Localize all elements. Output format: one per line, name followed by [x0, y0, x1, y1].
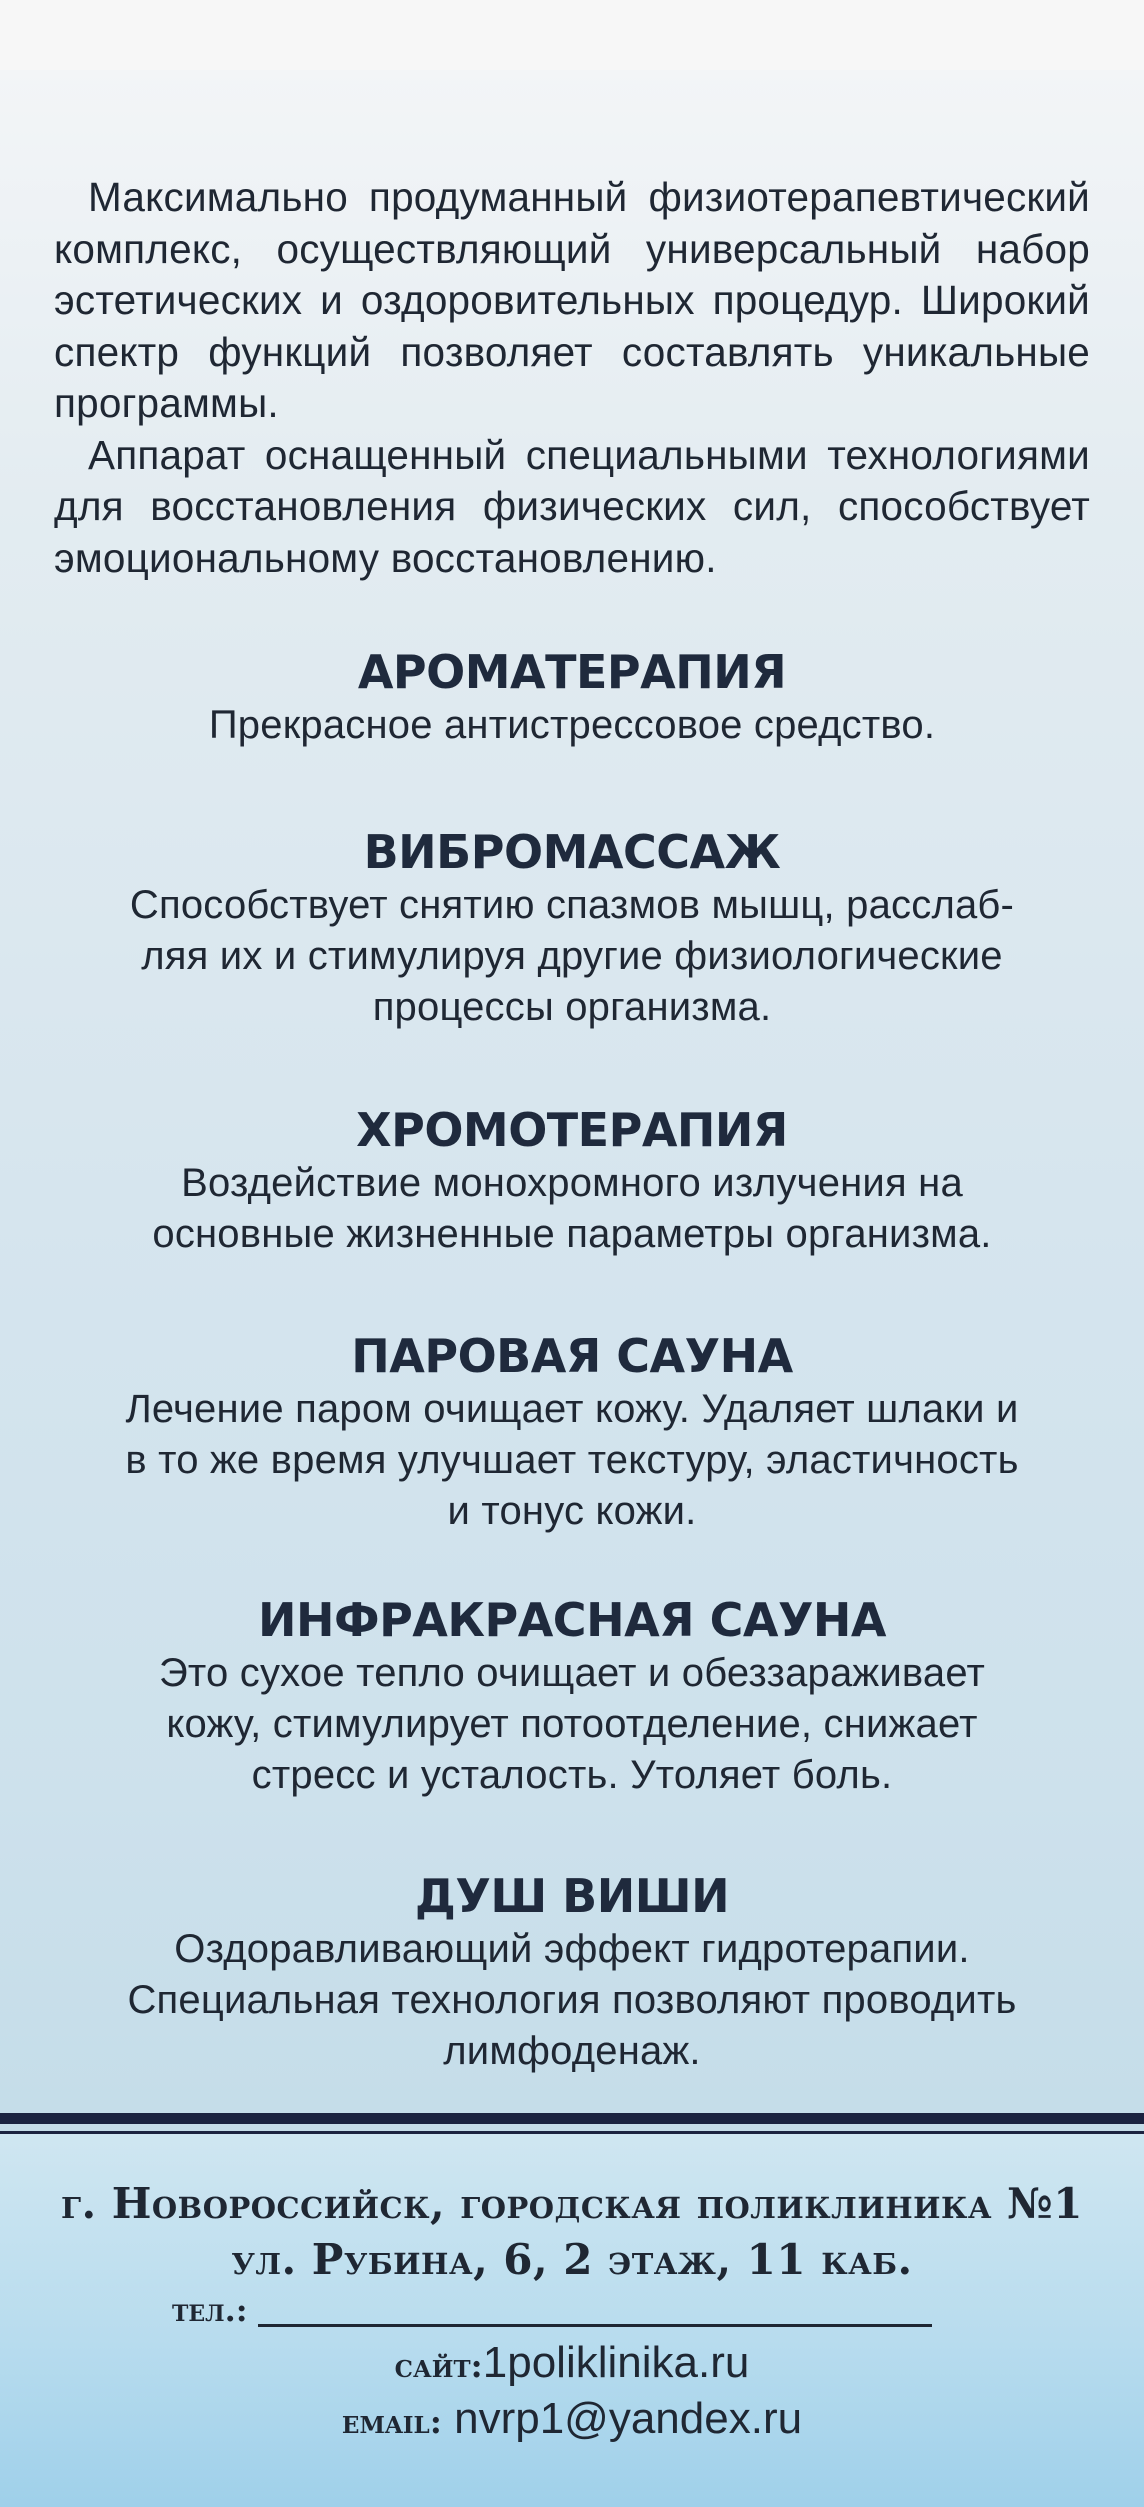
- section-text-line: основные жизненные параметры организма.: [152, 1212, 992, 1256]
- website-link[interactable]: 1poliklinika.ru: [482, 2338, 750, 2387]
- intro-paragraph-2: Аппарат оснащенный специальными технологиями для восстановления физических сил, способствует эмоциональному восстановлению.: [54, 431, 1090, 581]
- address-line-1: г. Новороссийск, городская поликлиника №1: [60, 2179, 1084, 2228]
- intro-paragraph-1: Максимально продуманный физиотерапевтический комплекс, осуществляющий универсальный набор эстетических и оздоровительных процедур. Широкий спектр функций позволяет составлять уникальные программы.: [54, 174, 1090, 426]
- section-text-line: в то же время улучшает текстуру, эластичность: [125, 1438, 1019, 1482]
- section-text-line: Прекрасное антистрессовое средство.: [208, 703, 936, 747]
- section-text-line: ляя их и стимулируя другие физиологические: [141, 934, 1003, 978]
- section-text-line: кожу, стимулирует потоотделение, снижает: [166, 1702, 978, 1746]
- section-title: АРОМАТЕРАПИЯ: [357, 645, 787, 699]
- footer-divider-thick: [0, 2113, 1144, 2124]
- section-title: ВИБРОМАССАЖ: [363, 825, 781, 879]
- website-label: сайт:: [394, 2346, 483, 2385]
- email-link[interactable]: nvrp1@yandex.ru: [454, 2394, 803, 2443]
- intro-text: [54, 172, 1090, 584]
- email-label: email:: [341, 2402, 442, 2441]
- section-vibromassage: [30, 824, 1114, 1033]
- section-text-line: стресс и усталость. Утоляет боль.: [251, 1753, 893, 1797]
- section-vichy-shower: [30, 1868, 1114, 2077]
- section-text-line: Способствует снятию спазмов мышц, расслаб-: [129, 883, 1015, 927]
- section-text-line: лимфоденаж.: [443, 2029, 701, 2073]
- section-text-line: Лечение паром очищает кожу. Удаляет шлаки и: [125, 1387, 1019, 1431]
- section-title: ИНФРАКРАСНАЯ САУНА: [257, 1593, 887, 1647]
- section-text-line: Это сухое тепло очищает и обеззараживает: [158, 1651, 985, 1695]
- section-title: ПАРОВАЯ САУНА: [351, 1329, 793, 1383]
- top-strip: [0, 0, 1144, 70]
- phone-blank-line: [258, 2324, 932, 2327]
- section-infrared-sauna: [30, 1592, 1114, 1801]
- section-title: ДУШ ВИШИ: [414, 1869, 730, 1923]
- section-title: ХРОМОТЕРАПИЯ: [356, 1103, 788, 1157]
- section-text-line: Воздействие монохромного излучения на: [181, 1161, 963, 1205]
- section-chromotherapy: [30, 1102, 1114, 1260]
- phone-label: тел.:: [172, 2291, 248, 2329]
- section-text-line: Оздоравливающий эффект гидротерапии.: [174, 1927, 970, 1971]
- section-steam-sauna: [30, 1328, 1114, 1537]
- website-row: [0, 2336, 1144, 2393]
- section-text-line: Специальная технология позволяют проводить: [127, 1978, 1017, 2022]
- address-line-2: ул. Рубина, 6, 2 этаж, 11 каб.: [231, 2235, 913, 2284]
- section-text-line: и тонус кожи.: [447, 1489, 697, 1533]
- email-row: [0, 2392, 1144, 2449]
- section-text-line: процессы организма.: [372, 985, 772, 1029]
- section-aromatherapy: [30, 644, 1114, 751]
